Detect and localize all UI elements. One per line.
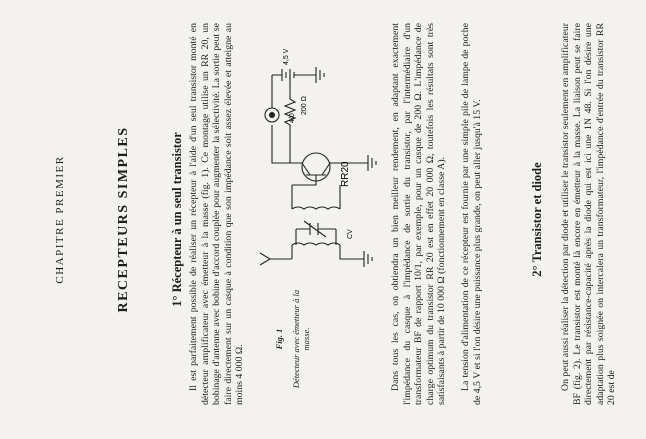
ground-right-symbol: [306, 67, 324, 83]
battery-label: 4,5 V: [283, 48, 290, 65]
section2-paragraph-1: On peut aussi réaliser la détection par diode et utiliser le transistor seulement en amplificateur BF (fig. 2). Le transistor est monté là encore en émetteur à la masse. La liaison peut se faire directement par résistance-capacité après la diode qui est ici une 1N 48. Si l'on désire une adaptation plus soignée on intercalera un transformateur, l'impédance d'entrée du transistor RR 20 est de: [560, 23, 618, 405]
figure-1: [252, 23, 382, 405]
variable-capacitor: [296, 221, 336, 237]
section1-heading: 1° Récepteur à un seul transistor: [170, 132, 184, 307]
page-title: RECEPTEURS SIMPLES: [116, 126, 131, 313]
section2-heading: 2° Transistor et diode: [530, 162, 544, 277]
transistor-label: RR20: [340, 161, 351, 187]
antenna-coil: [292, 243, 352, 259]
figure-number: Fig. 1: [274, 328, 284, 350]
chapter-label: CHAPITRE PREMIER: [54, 155, 66, 284]
output-label: 4/0: [289, 113, 296, 123]
ground-left-symbol: [352, 251, 372, 267]
secondary-coil: [292, 185, 340, 209]
figure-caption: [274, 279, 312, 399]
antenna-symbol: [260, 253, 292, 265]
circuit-diagram: [252, 25, 382, 275]
capacitor-label: CV: [347, 229, 354, 239]
section1-paragraph-2: Dans tous les cas, on obtiendra un bien meilleur rendement, en adaptant exactement l'impédance du casque à l'impédance de sortie du transistor, par l'intermédiaire d'un transformateur BF de rapport 10/1, par exemple, pour un casque de 200 Ω. L'impédance de charge optimum du transistor RR 20 est en effet 20 000 Ω, toutefois les résultats sont très satisfaisants à partir de 10 000 Ω (fonctionnement en classe A).: [390, 23, 448, 405]
section1-paragraph-1: Il est parfaitement possible de réaliser un récepteur à l'aide d'un seul transistor monté en détecteur amplificateur avec émetteur à la masse (fig. 1). Ce montage utilise un RR 20, un bobinage d'antenne avec bobine d'accord couplée pour augmenter la sélectivité. La sortie peut se faire directement sur un casque à condition que son impédance soit assez élevée et atteigne au moins 4 000 Ω.: [188, 23, 246, 405]
resistor-label: 200 Ω: [301, 96, 308, 115]
ground-transistor-symbol: [362, 155, 376, 171]
section1-paragraph-3: La tension d'alimentation de ce récepteur est fournie par une simple pile de lampe de poche de 4,5 V et si l'on désire une puissance plus grande, on peut aller jusqu'à 15 V.: [460, 23, 483, 405]
figure-caption-text: Détecteur avec émetteur à la masse.: [290, 289, 311, 389]
battery-symbol: [272, 69, 306, 81]
resistor-symbol: [285, 75, 362, 163]
